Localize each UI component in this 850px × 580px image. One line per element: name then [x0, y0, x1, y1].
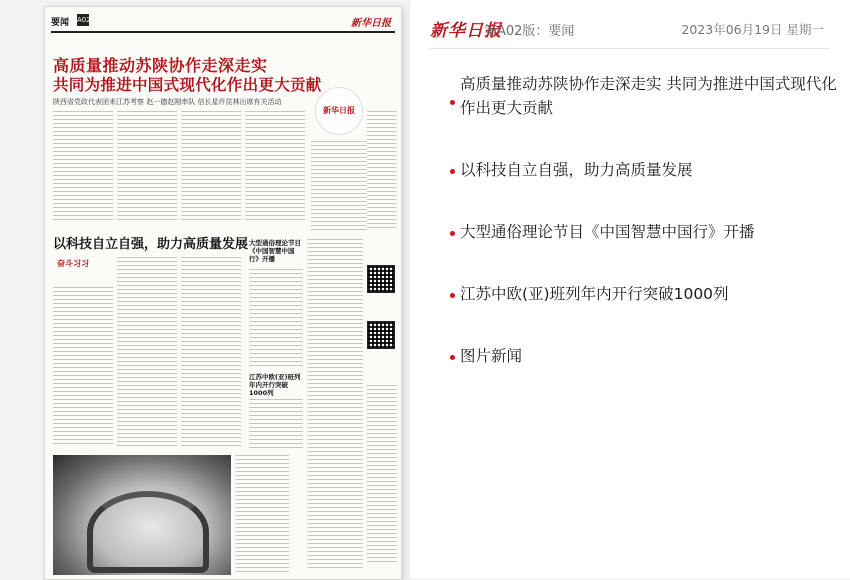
article-body-text: [181, 111, 241, 223]
side-headline-2[interactable]: 江苏中欧(亚)班列年内开行突破1000列: [249, 373, 301, 397]
date-label: 2023年06月19日 星期一: [681, 22, 824, 37]
brand-logo: 新华日报: [430, 21, 502, 41]
news-photo[interactable]: [53, 455, 231, 575]
article-item[interactable]: [430, 220, 840, 244]
article-body-text: [245, 111, 305, 223]
article-title-link[interactable]: 高质量推动苏陕协作走深走实 共同为推进中国式现代化作出更大贡献: [460, 75, 837, 117]
article-title-link[interactable]: 图片新闻: [460, 347, 523, 365]
column-stamp: 奋斗习习: [57, 259, 89, 268]
article-item[interactable]: [430, 282, 840, 306]
photo-structure: [87, 491, 209, 573]
article-body-text: [249, 269, 303, 369]
article-body-text: [117, 111, 177, 223]
side-headline-1[interactable]: 大型通俗理论节目《中国智慧中国行》开播: [249, 239, 301, 263]
toc-header: [410, 0, 850, 48]
page-masthead: [51, 13, 395, 33]
second-headline[interactable]: 以科技自立自强，助力高质量发展: [53, 237, 249, 252]
toc-panel: [410, 0, 850, 578]
qr-code-icon: [367, 265, 395, 293]
article-item[interactable]: [430, 72, 840, 120]
lead-headline-line-1[interactable]: 高质量推动苏陕协作走深走实: [53, 56, 268, 75]
lead-headline-line-2[interactable]: 共同为推进中国式现代化作出更大贡献: [53, 76, 322, 94]
article-body-text: [249, 399, 303, 449]
article-body-text: [53, 287, 113, 447]
bullet-dot-icon: [450, 169, 455, 174]
article-body-text: [307, 239, 363, 569]
article-body-text: [117, 257, 177, 447]
article-body-text: [235, 455, 289, 573]
article-body-text: [181, 257, 241, 447]
newspaper-logo: 新华日报: [351, 18, 391, 29]
article-body-text: [53, 111, 113, 223]
bullet-dot-icon: [450, 293, 455, 298]
article-body-text: [367, 385, 397, 565]
article-item[interactable]: [430, 344, 840, 368]
lead-subheadline: 陕西省党政代表团来江苏考察 赵一德赵刚率队 信长星许昆林出席有关活动: [53, 98, 282, 106]
article-body-text: [367, 111, 397, 231]
page-number-badge: A02: [77, 16, 91, 24]
article-title-link[interactable]: 以科技自立自强，助力高质量发展: [460, 161, 693, 179]
header-divider: [430, 48, 830, 49]
article-title-link[interactable]: 大型通俗理论节目《中国智慧中国行》开播: [460, 223, 755, 241]
article-body-text: [311, 141, 367, 231]
article-item[interactable]: [430, 158, 840, 182]
qr-code-icon: [367, 321, 395, 349]
page-section-label: 要闻: [51, 18, 70, 28]
bullet-dot-icon: [450, 100, 455, 105]
bullet-dot-icon: [450, 355, 455, 360]
newspaper-page-image[interactable]: [44, 6, 402, 580]
bullet-dot-icon: [450, 231, 455, 236]
article-title-link[interactable]: 江苏中欧(亚)班列年内开行突破1000列: [460, 285, 729, 303]
newspaper-emblem: 新华日报: [315, 87, 363, 135]
page-label: 第A02版：要闻: [484, 24, 575, 39]
